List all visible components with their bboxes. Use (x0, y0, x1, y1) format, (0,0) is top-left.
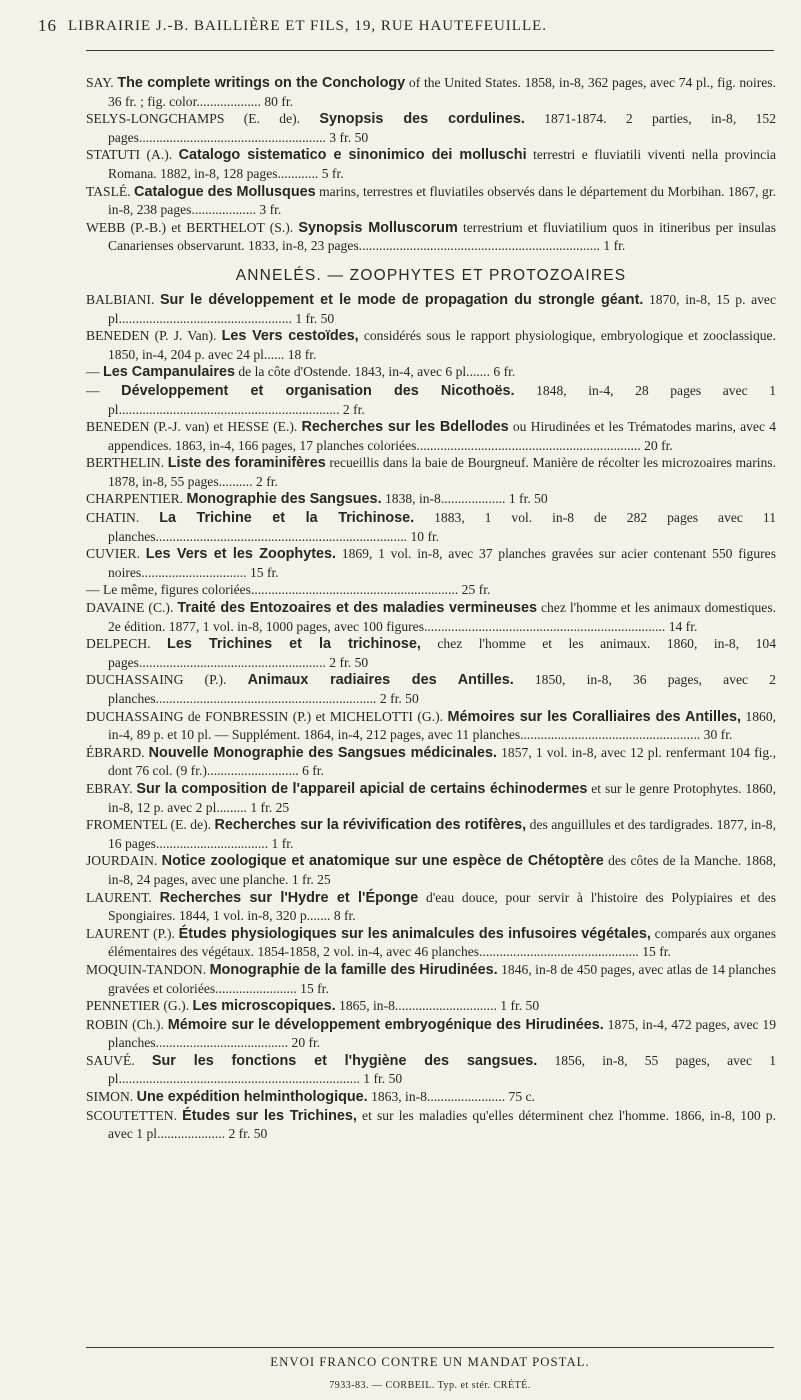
entry-title: Animaux radiaires des Antilles. (247, 672, 514, 689)
catalogue-entry (86, 671, 776, 707)
entry-details: marins, terrestres et fluviatiles observés dans le département du Morbihan. 1867, gr. in-8, 238 pages................... (108, 183, 776, 218)
catalogue-entry (86, 997, 776, 1016)
entry-title: Recherches sur la révivification des rotifères, (214, 817, 527, 834)
entry-details: ou Hirudinées et les Trématodes marins, avec 4 appendices. 1863, in-4, 166 pages, 17 planches coloriées.................................................................. (108, 419, 776, 453)
catalogue-entry (86, 327, 776, 363)
footer-rule (86, 1347, 774, 1348)
entry-price: 20 fr. (291, 1035, 321, 1051)
catalogue-entry (86, 418, 776, 454)
entry-details: chez l'homme et les animaux. 1860, in-8, 104 pages....................................................... (108, 636, 776, 670)
catalogue-entry (86, 852, 776, 888)
entry-title: Les microscopiques. (192, 998, 336, 1015)
entry-author: — (86, 382, 122, 398)
entry-author: CHATIN. (86, 510, 160, 526)
entry-author: STATUTI (A.). (86, 147, 179, 163)
running-head (38, 14, 778, 40)
catalogue-entry (86, 545, 776, 581)
entry-price: 30 fr. (703, 727, 733, 743)
entry-price: 3 fr. (259, 202, 282, 218)
entry-details: 1838, in-8................... (381, 491, 506, 507)
catalogue-entry (86, 454, 776, 490)
catalogue-entry (86, 382, 776, 418)
entry-author: ÉBRARD. (86, 744, 149, 760)
entry-details: 1856, in-8, 55 pages, avec 1 pl....................................................................... (108, 1052, 776, 1087)
entry-author: DELPECH. (86, 636, 168, 652)
entry-details: et sur le genre Protophytes. 1860, in-8, 12 p. avec 2 pl......... (108, 780, 776, 815)
entry-author: SAUVÉ. (86, 1052, 152, 1068)
entry-title: Catalogo sistematico e sinonimico dei molluschi (178, 147, 527, 164)
entry-details: d'eau douce, pour servir à l'histoire des Polypiaires et des Spongiaires. 1844, 1 vol. in-8, 320 p....... (108, 889, 777, 924)
catalogue-entry (86, 74, 776, 110)
entry-details: 1869, 1 vol. in-8, avec 37 planches gravées sur acier contenant 550 figures noires............................... (108, 546, 776, 580)
entry-price: 1 fr. 50 (363, 1071, 403, 1087)
entry-details: comparés aux organes élémentaires des végétaux. 1854-1858, 2 vol. in-4, avec 46 planches............................................... (108, 925, 776, 960)
entry-price: 1 fr. 50 (508, 491, 548, 507)
entry-author: BERTHELIN. (86, 455, 168, 471)
catalogue-entry (86, 599, 776, 635)
entry-title: Synopsis Molluscorum (298, 219, 458, 236)
printer-imprint: 7933-83. — CORBEIL. Typ. et stér. CRÉTÉ. (329, 1380, 531, 1391)
entry-details: 1850, in-8, 36 pages, avec 2 planches................................................................. (108, 672, 776, 706)
entry-title: Sur les fonctions et l'hygiène des sangsues. (151, 1052, 538, 1069)
catalogue-entry (86, 961, 776, 997)
catalogue-entry (86, 110, 776, 146)
entry-author: SCOUTETTEN. (86, 1107, 183, 1123)
entry-author: BENEDEN (P.-J. van) et HESSE (E.). (86, 419, 302, 435)
catalogue-entry (86, 889, 776, 925)
entry-price: 1 fr. 50 (295, 310, 335, 326)
entry-title: Les Vers et les Zoophytes. (145, 546, 336, 563)
running-title: LIBRAIRIE J.-B. BAILLIÈRE ET FILS, 19, RUE HAUTEFEUILLE. (68, 18, 548, 34)
catalogue-entry (86, 509, 776, 545)
entry-price: 1 fr. 25 (250, 799, 290, 815)
catalogue-column (86, 74, 776, 1143)
entry-price: 14 fr. (668, 618, 698, 634)
entry-title: Développement et organisation des Nicothoës. (121, 382, 515, 399)
entry-author: — (86, 582, 103, 598)
catalogue-entry (86, 708, 776, 744)
entry-details: 1875, in-4, 472 pages, avec 19 planches....................................... (108, 1016, 776, 1051)
entry-details: recueillis dans la baie de Bourgneuf. Manière de récolter les microzoaires marins. 1878, in-8, 55 pages.......... (108, 455, 776, 489)
entry-price: 6 fr. (302, 763, 324, 779)
entry-author: BENEDEN (P. J. Van). (86, 328, 222, 344)
entry-price: 15 fr. (642, 944, 671, 960)
entry-details: 1870, in-8, 15 p. avec pl................................................... (108, 291, 776, 326)
catalogue-entry (86, 291, 776, 327)
entry-author: LAURENT. (86, 889, 160, 905)
entry-price: 1 fr. 50 (500, 998, 540, 1014)
entry-price: 3 fr. 50 (329, 129, 369, 145)
entry-author: SAY. (86, 75, 118, 90)
entry-details: 1883, 1 vol. in-8 de 282 pages avec 11 planches.......................................................................... (108, 510, 776, 544)
entry-title: Monographie de la famille des Hirudinées. (209, 961, 498, 978)
entry-title: Traité des Entozoaires et des maladies vermineuses (177, 600, 537, 617)
entry-details: considérés sous le rapport physiologique, embryologique et zooclassique. 1850, in-4, 204 p. avec 24 pl...... (108, 328, 776, 362)
entry-price: 1 fr. (271, 835, 294, 851)
entry-title: Mémoires sur les Coralliaires des Antilles, (447, 708, 741, 725)
entry-price: 25 fr. (461, 582, 491, 598)
entry-price: 18 fr. (287, 346, 317, 362)
entry-title: Notice zoologique et anatomique sur une espèce de Chétoptère (161, 853, 604, 870)
header-rule (86, 50, 774, 51)
entry-price: 10 fr. (410, 528, 440, 544)
entry-price: 15 fr. (249, 564, 279, 580)
entry-price: 2 fr. 50 (228, 1126, 268, 1142)
entry-list-anneles (86, 291, 776, 1143)
entry-price: 1 fr. (603, 238, 626, 254)
entry-author: WEBB (P.-B.) et BERTHELOT (S.). (86, 219, 299, 235)
entry-price: 1 fr. 25 (291, 871, 331, 887)
entry-details: 1863, in-8....................... (367, 1089, 506, 1105)
entry-author: CUVIER. (86, 546, 146, 562)
entry-title: Études physiologiques sur les animalcules des infusoires végétales, (178, 925, 651, 942)
entry-details: des côtes de la Manche. 1868, in-8, 24 pages, avec une planche. (108, 853, 777, 887)
entry-details: et sur les maladies qu'elles déterminent chez l'homme. 1866, in-8, 100 p. avec 1 pl.................... (108, 1107, 776, 1142)
entry-details: des anguillules et des tardigrades. 1877, in-8, 16 pages................................. (108, 817, 776, 851)
entry-price: 6 fr. (493, 364, 516, 380)
entry-author: PENNETIER (G.). (86, 998, 193, 1014)
entry-author: SELYS-LONGCHAMPS (E. de). (86, 111, 320, 127)
catalogue-entry (86, 490, 776, 509)
entry-details: de la côte d'Ostende. 1843, in-4, avec 6 pl....... (234, 364, 490, 380)
entry-author: FROMENTEL (E. de). (86, 817, 215, 833)
entry-details: of the United States. 1858, in-8, 362 pages, avec 74 pl., fig. noires. 36 fr. ; fig. color................... (108, 75, 776, 109)
entry-price: 20 fr. (644, 437, 673, 453)
catalogue-entry (86, 183, 776, 219)
entry-details: 1871-1874. 2 parties, in-8, 152 pages....................................................... (108, 111, 776, 145)
entry-author: EBRAY. (86, 780, 137, 796)
entry-price: 5 fr. (321, 165, 344, 181)
entry-title: Les Trichines et la trichinose, (167, 636, 421, 653)
catalogue-entry (86, 635, 776, 671)
entry-author: MOQUIN-TANDON. (86, 961, 210, 977)
catalogue-entry (86, 744, 776, 780)
entry-author: BALBIANI. (86, 291, 160, 307)
entry-author: DUCHASSAING (P.). (86, 672, 248, 688)
catalogue-entry (86, 816, 776, 852)
entry-price: 75 c. (508, 1089, 535, 1105)
entry-title: Mémoire sur le développement embryogénique des Hirudinées. (167, 1016, 604, 1033)
entry-details: 1857, 1 vol. in-8, avec 12 pl. renfermant 104 fig., dont 76 col. (9 fr.)........................... (108, 744, 777, 779)
entry-author: — (86, 364, 103, 380)
entry-title: Sur le développement et le mode de propagation du strongle géant. (159, 291, 644, 308)
entry-title: Nouvelle Monographie des Sangsues médicinales. (148, 744, 498, 761)
entry-title: Recherches sur l'Hydre et l'Éponge (159, 889, 419, 906)
entry-details: terrestrium et fluviatilium quos in itineribus per insulas Canarienses observarunt. 1833, in-8, 23 pages....................................................................... (108, 219, 777, 254)
entry-title: Les Campanulaires (103, 364, 235, 381)
entry-author: ROBIN (Ch.). (86, 1016, 168, 1032)
entry-details: terrestri e fluviatili viventi nella provincia Romana. 1882, in-8, 128 pages............ (108, 147, 776, 181)
envoi-notice: ENVOI FRANCO CONTRE UN MANDAT POSTAL. (270, 1355, 590, 1369)
catalogue-entry (86, 1016, 776, 1052)
entry-price: 8 fr. (333, 908, 356, 924)
entry-title: Une expédition helminthologique. (136, 1089, 368, 1106)
entry-author: DUCHASSAING de FONBRESSIN (P.) et MICHELOTTI (G.). (86, 708, 448, 724)
catalogue-entry (86, 219, 776, 255)
catalogue-entry (86, 1107, 776, 1143)
entry-details: 1846, in-8 de 450 pages, avec atlas de 14 planches gravées et coloriées........................ (108, 961, 776, 996)
entry-title: Monographie des Sangsues. (186, 491, 382, 508)
entry-author: SIMON. (86, 1089, 137, 1105)
entry-price: 2 fr. 50 (379, 691, 419, 706)
entry-title: Catalogue des Mollusques (134, 183, 316, 200)
entry-list-mollusques (86, 74, 776, 255)
entry-author: LAURENT (P.). (86, 925, 179, 941)
entry-title: Les Vers cestoïdes, (221, 328, 359, 345)
catalogue-entry (86, 363, 776, 382)
page-number: 16 (38, 16, 57, 35)
entry-title: Sur la composition de l'appareil apicial de certains échinodermes (136, 780, 588, 797)
catalogue-entry (86, 1088, 776, 1107)
entry-price: 2 fr. 50 (329, 654, 369, 670)
entry-author: JOURDAIN. (86, 853, 162, 869)
entry-details: chez l'homme et les animaux domestiques. 2e édition. 1877, 1 vol. in-8, 1000 pages, avec 100 figures....................................................................... (108, 600, 777, 634)
entry-title: Recherches sur les Bdellodes (301, 419, 509, 436)
entry-price: 15 fr. (300, 980, 329, 996)
entry-price: 2 fr. (256, 473, 278, 489)
catalogue-entry (86, 1052, 776, 1088)
entry-details: 1865, in-8.............................. (335, 998, 497, 1014)
catalogue-entry (86, 925, 776, 961)
catalogue-entry (86, 146, 776, 182)
entry-title: Synopsis des cordulines. (319, 111, 525, 128)
section-heading: ANNELÉS. — ZOOPHYTES ET PROTOZOAIRES (235, 266, 627, 284)
entry-title: Liste des foraminifères (167, 455, 326, 472)
entry-author: TASLÉ. (86, 183, 135, 199)
catalogue-entry (86, 581, 776, 599)
entry-details: Le même, figures coloriées............................................................. (103, 582, 459, 598)
entry-price: 2 fr. (342, 401, 365, 417)
entry-title: Études sur les Trichines, (182, 1107, 357, 1124)
entry-price: 80 fr. (264, 93, 294, 109)
entry-title: The complete writings on the Conchology (117, 75, 406, 91)
entry-title: La Trichine et la Trichinose. (159, 510, 415, 527)
entry-details: 1848, in-4, 28 pages avec 1 pl................................................................. (108, 382, 777, 417)
entry-details: 1860, in-4, 89 p. et 10 pl. — Supplément. 1864, in-4, 212 pages, avec 11 planches..................................................... (108, 708, 777, 743)
entry-author: DAVAINE (C.). (86, 600, 178, 616)
catalogue-entry (86, 780, 776, 816)
entry-author: CHARPENTIER. (86, 491, 187, 507)
